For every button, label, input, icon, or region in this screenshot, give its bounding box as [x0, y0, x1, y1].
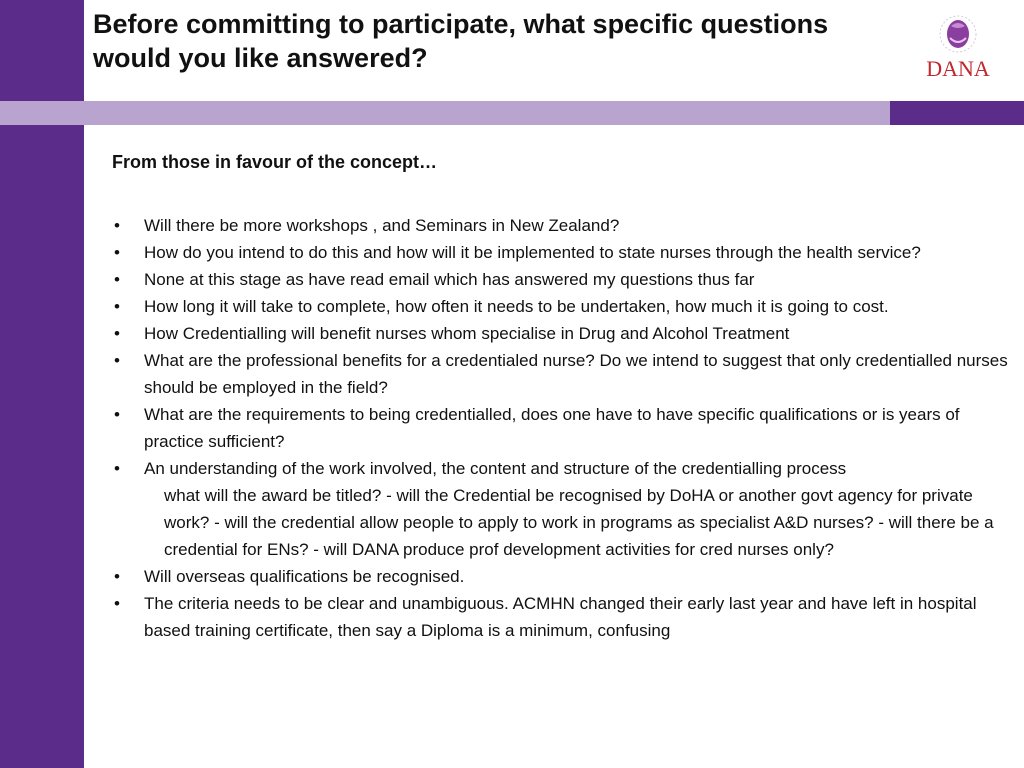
dana-logo — [918, 12, 998, 82]
logo-wordmark: DANA — [926, 56, 990, 81]
bullet-text: What are the requirements to being credentialled, does one have to have specific qualifications or is years of practice sufficient? — [144, 405, 960, 451]
bullet-text: How Credentialling will benefit nurses whom specialise in Drug and Alcohol Treatment — [144, 324, 790, 343]
slide-title: Before committing to participate, what specific questions would you like answered? — [93, 9, 829, 73]
bullet-icon: • — [114, 405, 120, 424]
list-item — [112, 347, 1017, 401]
bullet-icon: • — [114, 324, 120, 343]
bullet-text: Will there be more workshops , and Seminars in New Zealand? — [144, 216, 620, 235]
list-item — [112, 293, 1017, 320]
list-item — [112, 590, 1017, 644]
bullet-icon: • — [114, 567, 120, 586]
bullet-text: What are the professional benefits for a credentialed nurse? Do we intend to suggest that only credentialled nurses should be employed in the field? — [144, 351, 1008, 397]
bullet-icon: • — [114, 594, 120, 613]
bullet-icon: • — [114, 270, 120, 289]
bullet-text: How long it will take to complete, how often it needs to be undertaken, how much it is going to cost. — [144, 297, 889, 316]
bullet-icon: • — [114, 243, 120, 262]
bullet-icon: • — [114, 297, 120, 316]
bullet-subtext: what will the award be titled? - will the Credential be recognised by DoHA or another govt agency for private work? - will the credential allow people to apply to work in programs as specialist A&D nurses? - will there be a credential for ENs? - will DANA produce prof development activities for cred nurses only? — [164, 486, 994, 559]
list-item — [112, 563, 1017, 590]
header-divider-stripe — [0, 101, 890, 125]
section-subtitle: From those in favour of the concept… — [112, 152, 438, 172]
list-item — [112, 239, 1017, 266]
bullet-text: None at this stage as have read email which has answered my questions thus far — [144, 270, 755, 289]
header-divider-accent — [890, 101, 1024, 125]
questions-list — [112, 212, 1017, 644]
list-item — [112, 266, 1017, 293]
bullet-text: Will overseas qualifications be recognised. — [144, 567, 465, 586]
list-item — [112, 320, 1017, 347]
list-item — [112, 455, 1017, 563]
bullet-icon: • — [114, 351, 120, 370]
bullet-text: How do you intend to do this and how will it be implemented to state nurses through the health service? — [144, 243, 921, 262]
bullet-text: The criteria needs to be clear and unambiguous. ACMHN changed their early last year and have left in hospital based training certificate, then say a Diploma is a minimum, confusing — [144, 594, 977, 640]
list-item — [112, 401, 1017, 455]
bullet-icon: • — [114, 459, 120, 478]
bullet-text: An understanding of the work involved, the content and structure of the credentialling process — [144, 459, 847, 478]
list-item — [112, 212, 1017, 239]
bullet-icon: • — [114, 216, 120, 235]
